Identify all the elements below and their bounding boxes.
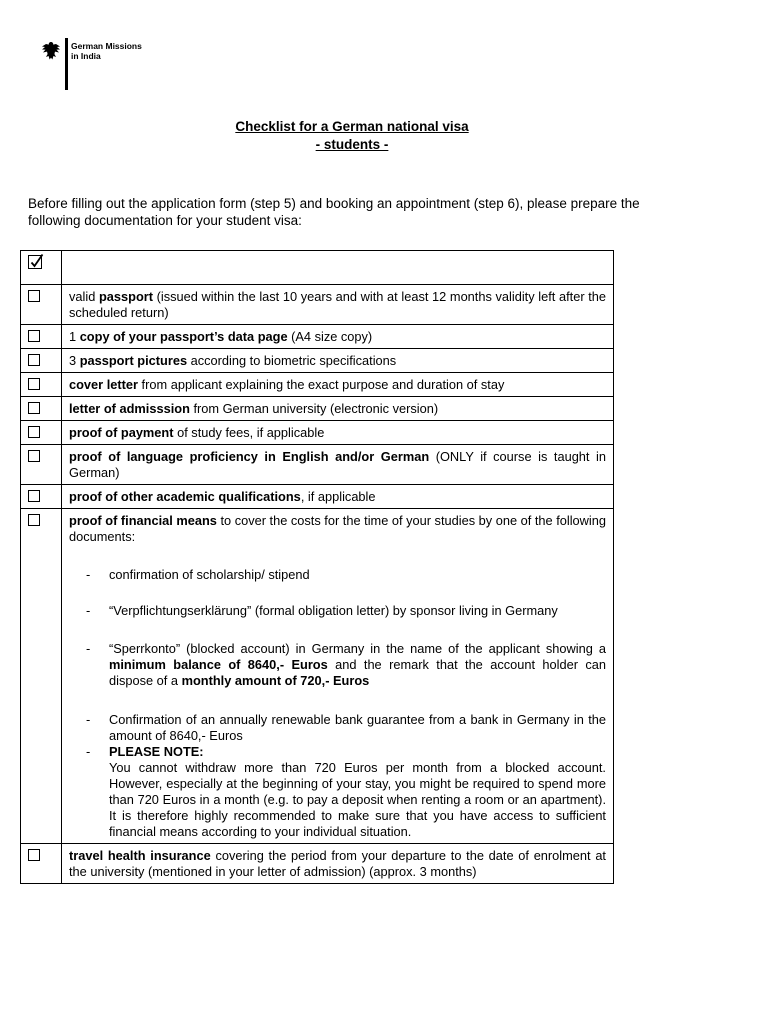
federal-eagle-icon (40, 40, 62, 62)
checklist-row-passport (21, 285, 614, 325)
checkbox-cover-letter[interactable] (28, 378, 40, 390)
checkbox-health-insurance[interactable] (28, 849, 40, 861)
german-missions-logo (40, 38, 180, 90)
checklist-row-payment (21, 421, 614, 445)
checkbox-pictures[interactable] (28, 354, 40, 366)
checkbox-passport-copy[interactable] (28, 330, 40, 342)
title-line2: - students - (315, 137, 389, 152)
item-passport-copy-text: 1 copy of your passport’s data page (A4 size copy) (62, 325, 614, 349)
item-passport-text: valid passport (issued within the last 10 years and with at least 12 months validity left after the scheduled return) (62, 285, 614, 325)
item-cover-letter-text: cover letter from applicant explaining the exact purpose and duration of stay (62, 373, 614, 397)
note-title: PLEASE NOTE: (109, 744, 204, 759)
item-pictures-text: 3 passport pictures according to biometric specifications (62, 349, 614, 373)
checkbox-qualifications[interactable] (28, 490, 40, 502)
note-text: You cannot withdraw more than 720 Euros per month from a blocked account. However, especially at the beginning of your stay, you might be required to spend more than 720 Euros in a month (e.g. to pay a deposit when renting a room or an apartment). It is therefore highly recommended to make sure that you have access to sufficient financial means according to your individual situation. (109, 760, 606, 839)
item-language-text: proof of language proficiency in English and/or German (ONLY if course is taught in German) (62, 445, 614, 485)
page-title (0, 118, 704, 154)
item-financial-text: proof of financial means to cover the costs for the time of your studies by one of the following documents: - confirmation of scholarship/ stipend - “Verpflichtungserklärung” (formal obligation letter) by sponsor living in Germany - “Sperrkonto” (blocked account) in Germany in the name of the applicant showing a minimum balance of 8640,- Euros and the remark that the account holder can dispose of a monthly amount of 720,- Euros - Confirmation of an annually renewable bank guarantee from a bank in Germany in the amount of 8640,- Euros - PLEASE NOTE: You cannot withdraw more than 720 Euros per month from a blocked account. However, especially at the beginning of your stay, you might be required to spend more than 720 Euros in a month (e.g. to pay a deposit when renting a room or an apartment). It is therefore highly recommended to make sure that you have access to sufficient financial means according to your individual situation. (62, 509, 614, 844)
list-item: - “Verpflichtungserklärung” (formal obligation letter) by sponsor living in Germany (86, 603, 558, 618)
checkbox-payment[interactable] (28, 426, 40, 438)
checklist-row-qualifications (21, 485, 614, 509)
header-text-cell (62, 251, 614, 285)
checkbox-admission[interactable] (28, 402, 40, 414)
table-header-row (21, 251, 614, 285)
checkbox-language[interactable] (28, 450, 40, 462)
checklist-row-financial (21, 509, 614, 844)
header-check-cell (21, 251, 62, 285)
checkbox-passport[interactable] (28, 290, 40, 302)
list-item: - confirmation of scholarship/ stipend (86, 567, 310, 582)
title-line1: Checklist for a German national visa (235, 119, 469, 134)
checklist-row-passport-copy (21, 325, 614, 349)
logo-divider (65, 38, 68, 90)
checklist-row-health-insurance (21, 844, 614, 884)
intro-text: Before filling out the application form (step 5) and booking an appointment (step 6), please prepare the following documentation for your student visa: (28, 196, 640, 228)
financial-options-list (69, 567, 606, 840)
item-admission-text: letter of admisssion from German university (electronic version) (62, 397, 614, 421)
checklist-row-admission (21, 397, 614, 421)
logo-text-line2: in India (71, 51, 101, 61)
checklist-table (20, 250, 614, 884)
checked-checkbox-icon (28, 255, 42, 269)
checklist-row-cover-letter (21, 373, 614, 397)
item-health-insurance-text: travel health insurance covering the period from your departure to the date of enrolment at the university (mentioned in your letter of admission) (approx. 3 months) (62, 844, 614, 884)
list-item: - Confirmation of an annually renewable bank guarantee from a bank in Germany in the amount of 8640,- Euros (86, 712, 606, 743)
checklist-row-language (21, 445, 614, 485)
logo-text-line1: German Missions (71, 41, 142, 51)
note-item: - PLEASE NOTE: You cannot withdraw more than 720 Euros per month from a blocked account. However, especially at the beginning of your stay, you might be required to spend more than 720 Euros in a month (e.g. to pay a deposit when renting a room or an apartment). It is therefore highly recommended to make sure that you have access to sufficient financial means according to your individual situation. (86, 744, 606, 839)
item-payment-text: proof of payment of study fees, if applicable (62, 421, 614, 445)
checkbox-financial[interactable] (28, 514, 40, 526)
list-item: - “Sperrkonto” (blocked account) in Germany in the name of the applicant showing a minimum balance of 8640,- Euros and the remark that the account holder can dispose of a monthly amount of 720,- Euros (86, 641, 607, 688)
checklist-row-pictures (21, 349, 614, 373)
item-qualifications-text: proof of other academic qualifications, if applicable (62, 485, 614, 509)
